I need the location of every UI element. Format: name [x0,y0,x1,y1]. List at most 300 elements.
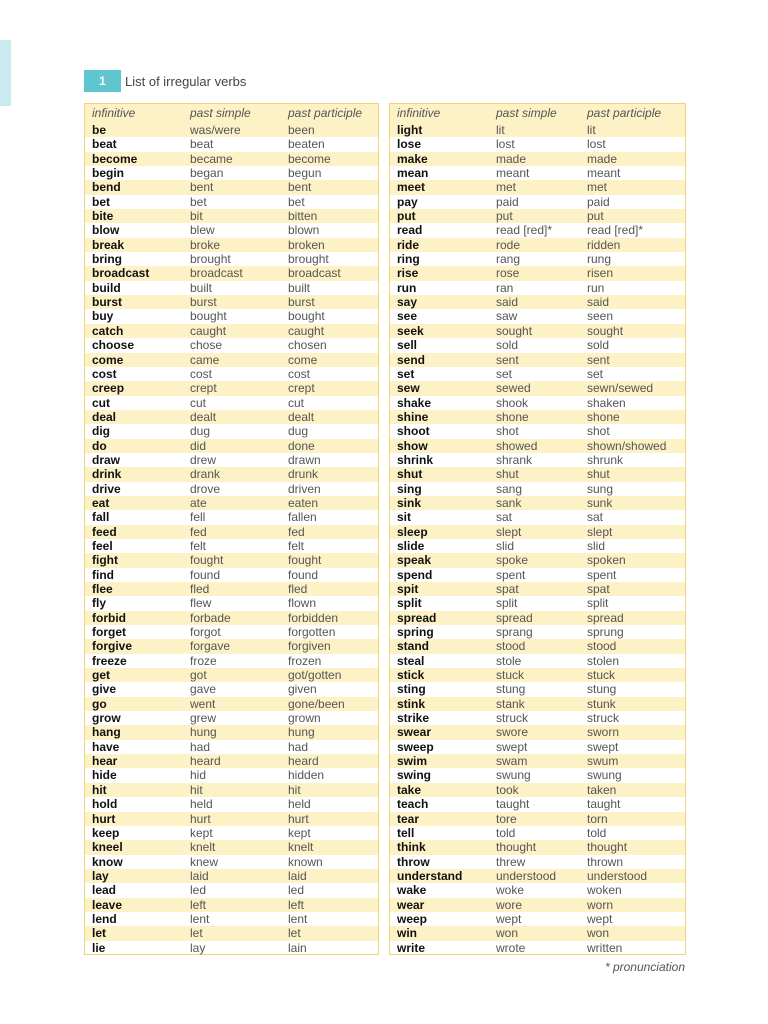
past-simple-cell: rang [496,252,521,267]
past-simple-cell: slept [496,524,522,539]
table-row [85,424,378,438]
infinitive-cell: wear [397,897,425,912]
past-participle-cell: left [288,897,305,912]
past-participle-cell: come [288,352,318,367]
table-row [85,180,378,194]
infinitive-cell: sit [397,510,412,525]
infinitive-cell: leave [92,897,123,912]
past-simple-cell: gave [190,682,217,697]
past-participle-cell: blown [288,223,320,238]
table-row [390,682,685,696]
table-row [390,510,685,524]
past-simple-cell: caught [190,323,227,338]
table-row [85,582,378,596]
past-participle-cell: fallen [288,510,317,525]
past-participle-cell: run [587,280,605,295]
table-row [85,510,378,524]
table-row [390,467,685,481]
table-row [85,596,378,610]
header-past-simple: past simple [190,106,251,120]
table-row [85,525,378,539]
table-row [390,266,685,280]
past-participle-cell: sunk [587,495,613,510]
table-row [85,926,378,940]
past-participle-cell: given [288,682,317,697]
table-row [85,898,378,912]
past-simple-cell: stole [496,653,522,668]
table-row [85,324,378,338]
table-row [85,496,378,510]
table-row [390,281,685,295]
page-edge-tab [0,40,11,106]
infinitive-cell: shrink [397,452,434,467]
past-simple-cell: shot [496,424,519,439]
table-row [85,338,378,352]
past-participle-cell: lit [587,123,596,137]
past-participle-cell: sewn/sewed [587,381,654,396]
past-participle-cell: felt [288,538,305,553]
infinitive-cell: kneel [92,840,123,855]
infinitive-cell: spit [397,582,419,596]
past-participle-cell: become [288,151,331,166]
past-participle-cell: beaten [288,137,325,152]
past-simple-cell: spat [496,582,519,596]
table-row [85,309,378,323]
table-row [85,797,378,811]
header-infinitive: infinitive [92,106,136,120]
table-row [85,238,378,252]
infinitive-cell: fly [92,596,107,611]
past-participle-cell: swept [587,739,619,754]
past-simple-cell: became [190,151,233,166]
past-participle-cell: knelt [288,840,314,855]
past-participle-cell: sprung [587,625,624,640]
infinitive-cell: strike [397,711,430,726]
past-simple-cell: set [496,366,513,381]
infinitive-cell: ring [397,252,420,267]
table-row [85,123,378,137]
table-row [85,137,378,151]
table-row [85,367,378,381]
past-participle-cell: stolen [587,653,620,668]
table-row [85,654,378,668]
table-row [390,525,685,539]
infinitive-cell: forgive [92,639,133,654]
header-infinitive: infinitive [397,106,441,120]
table-row [390,611,685,625]
infinitive-cell: bite [92,209,114,224]
section-heading [84,70,246,92]
past-simple-cell: got [190,668,207,683]
infinitive-cell: forget [92,625,126,640]
table-row [85,195,378,209]
past-participle-cell: held [288,797,311,812]
infinitive-cell: set [397,366,415,381]
past-participle-cell: had [288,739,309,754]
past-simple-cell: forgot [190,625,221,640]
section-number-badge: 1 [84,70,121,92]
table-row [85,625,378,639]
past-participle-cell: lain [288,940,307,955]
table-row [85,711,378,725]
table-row [85,668,378,682]
table-row [390,209,685,223]
past-participle-cell: told [587,825,607,840]
table-row [85,754,378,768]
infinitive-cell: bend [92,180,121,195]
table-row [85,453,378,467]
table-row [390,754,685,768]
infinitive-cell: broadcast [92,266,150,281]
past-simple-cell: made [496,151,527,166]
past-simple-cell: said [496,295,519,310]
infinitive-cell: bet [92,194,110,209]
past-simple-cell: ran [496,280,514,295]
past-simple-cell: met [496,180,517,195]
table-row [390,568,685,582]
infinitive-cell: blow [92,223,120,238]
past-participle-cell: hidden [288,768,325,783]
past-simple-cell: spread [496,610,533,625]
past-participle-cell: known [288,854,323,869]
past-participle-cell: struck [587,711,620,726]
table-row [85,639,378,653]
table-row [390,812,685,826]
infinitive-cell: break [92,237,125,252]
past-simple-cell: forgave [190,639,231,654]
table-row [390,697,685,711]
past-simple-cell: dug [190,424,211,439]
infinitive-cell: sting [397,682,426,697]
table-row [85,855,378,869]
past-simple-cell: held [190,797,213,812]
past-simple-cell: dealt [190,409,217,424]
footnote: * pronunciation [604,960,685,974]
infinitive-cell: understand [397,868,463,883]
table-row [390,783,685,797]
header-past-participle: past participle [587,106,662,120]
past-simple-cell: stood [496,639,526,654]
infinitive-cell: know [92,854,123,869]
past-participle-cell: lent [288,911,308,926]
table-row [85,467,378,481]
infinitive-cell: hang [92,725,121,740]
table-row [85,611,378,625]
infinitive-cell: stand [397,639,430,654]
infinitive-cell: cut [92,395,110,410]
past-simple-cell: rode [496,237,521,252]
header-past-participle: past participle [288,106,363,120]
infinitive-cell: flee [92,582,113,596]
infinitive-cell: think [397,840,426,855]
past-simple-cell: cut [190,395,207,410]
infinitive-cell: send [397,352,426,367]
past-participle-cell: forgiven [288,639,331,654]
past-participle-cell: sworn [587,725,620,740]
past-participle-cell: taught [587,797,621,812]
past-participle-cell: risen [587,266,614,281]
infinitive-cell: lose [397,137,422,152]
past-simple-cell: wrote [496,940,526,955]
table-row [85,869,378,883]
table-row [390,941,685,955]
past-simple-cell: fed [190,524,207,539]
past-simple-cell: sat [496,510,513,525]
past-simple-cell: sank [496,495,522,510]
infinitive-cell: read [397,223,423,238]
table-row [390,309,685,323]
infinitive-cell: buy [92,309,114,324]
past-participle-cell: hung [288,725,315,740]
infinitive-cell: rise [397,266,419,281]
past-simple-cell: was/were [190,123,241,137]
past-participle-cell: won [587,926,610,941]
infinitive-cell: lie [92,940,106,955]
past-simple-cell: hung [190,725,217,740]
table-row [85,725,378,739]
past-participle-cell: stung [587,682,617,697]
past-simple-cell: swept [496,739,528,754]
past-simple-cell: saw [496,309,518,324]
infinitive-cell: mean [397,166,429,181]
past-simple-cell: understood [496,868,557,883]
past-participle-cell: frozen [288,653,322,668]
past-simple-cell: rose [496,266,520,281]
past-simple-cell: drove [190,481,221,496]
table-row [390,453,685,467]
table-row [85,482,378,496]
past-simple-cell: sold [496,338,519,353]
past-simple-cell: sewed [496,381,531,396]
table-row [390,797,685,811]
infinitive-cell: choose [92,338,135,353]
infinitive-cell: let [92,926,107,941]
infinitive-cell: forbid [92,610,126,625]
infinitive-cell: write [397,940,426,955]
table-row [85,209,378,223]
infinitive-cell: weep [397,911,428,926]
table-row [390,180,685,194]
past-participle-cell: shrunk [587,452,624,467]
past-simple-cell: bought [190,309,227,324]
past-simple-cell: sprang [496,625,533,640]
table-row [390,711,685,725]
past-participle-cell: heard [288,754,319,769]
past-participle-cell: sent [587,352,610,367]
infinitive-cell: run [397,280,417,295]
infinitive-cell: tell [397,825,415,840]
infinitive-cell: steal [397,653,425,668]
infinitive-cell: creep [92,381,125,396]
past-participle-cell: dealt [288,409,315,424]
past-participle-cell: bet [288,194,305,209]
infinitive-cell: speak [397,553,432,568]
infinitive-cell: sweep [397,739,434,754]
infinitive-cell: feel [92,538,113,553]
table-row [85,768,378,782]
past-participle-cell: drawn [288,452,321,467]
past-participle-cell: burst [288,295,315,310]
past-simple-cell: shrank [496,452,533,467]
past-participle-cell: shone [587,409,620,424]
table-row [390,367,685,381]
past-simple-cell: swore [496,725,529,740]
infinitive-cell: spread [397,610,437,625]
infinitive-cell: sing [397,481,422,496]
past-participle-cell: spread [587,610,624,625]
past-participle-cell: sought [587,323,624,338]
infinitive-cell: be [92,123,107,137]
past-participle-cell: written [587,940,623,955]
table-row [390,353,685,367]
past-simple-cell: broadcast [190,266,243,281]
past-participle-cell: thought [587,840,628,855]
infinitive-cell: take [397,782,422,797]
past-participle-cell: done [288,438,315,453]
table-row [85,568,378,582]
table-row [390,582,685,596]
table-row [85,266,378,280]
table-row [390,539,685,553]
table-row [390,869,685,883]
past-participle-cell: let [288,926,301,941]
table-row [85,783,378,797]
past-simple-cell: shut [496,467,519,482]
past-participle-cell: stuck [587,668,616,683]
infinitive-cell: bring [92,252,122,267]
past-participle-cell: fed [288,524,305,539]
past-participle-cell: worn [587,897,614,912]
table-row [390,238,685,252]
infinitive-cell: ride [397,237,420,252]
table-row [390,496,685,510]
past-simple-cell: sought [496,323,533,338]
table-row [390,410,685,424]
infinitive-cell: hold [92,797,118,812]
past-simple-cell: taught [496,797,530,812]
infinitive-cell: hear [92,754,118,769]
past-simple-cell: fell [190,510,206,525]
past-participle-cell: cut [288,395,305,410]
past-simple-cell: bent [190,180,214,195]
past-participle-cell: led [288,883,305,898]
past-participle-cell: shown/showed [587,438,667,453]
table-row [390,553,685,567]
infinitive-cell: spring [397,625,434,640]
past-simple-cell: tore [496,811,517,826]
past-participle-cell: drunk [288,467,319,482]
past-simple-cell: hurt [190,811,211,826]
past-participle-cell: forbidden [288,610,339,625]
past-participle-cell: understood [587,868,648,883]
past-simple-cell: found [190,567,221,582]
past-simple-cell: woke [496,883,525,898]
past-participle-cell: shut [587,467,610,482]
past-simple-cell: led [190,883,207,898]
table-row [390,668,685,682]
past-simple-cell: sent [496,352,519,367]
past-participle-cell: flown [288,596,317,611]
past-participle-cell: torn [587,811,608,826]
infinitive-cell: light [397,123,423,137]
infinitive-cell: burst [92,295,122,310]
past-participle-cell: sold [587,338,610,353]
infinitive-cell: seek [397,323,424,338]
table-row [85,410,378,424]
past-participle-cell: broadcast [288,266,341,281]
infinitive-cell: shut [397,467,423,482]
infinitive-cell: shine [397,409,429,424]
infinitive-cell: sew [397,381,420,396]
table-row [390,840,685,854]
infinitive-cell: swing [397,768,432,783]
past-simple-cell: struck [496,711,529,726]
infinitive-cell: teach [397,797,429,812]
infinitive-cell: hurt [92,811,116,826]
past-participle-cell: ridden [587,237,621,252]
past-participle-cell: meant [587,166,621,181]
table-row [390,252,685,266]
past-participle-cell: thrown [587,854,624,869]
infinitive-cell: drive [92,481,121,496]
table-row [390,654,685,668]
past-participle-cell: broken [288,237,325,252]
past-simple-cell: lent [190,911,210,926]
infinitive-cell: hit [92,782,107,797]
infinitive-cell: swear [397,725,432,740]
past-participle-cell: slept [587,524,613,539]
past-simple-cell: laid [190,868,209,883]
past-simple-cell: shook [496,395,529,410]
past-simple-cell: wore [496,897,523,912]
past-participle-cell: laid [288,868,307,883]
infinitive-cell: dig [92,424,110,439]
past-simple-cell: crept [190,381,217,396]
past-simple-cell: let [190,926,203,941]
past-participle-cell: brought [288,252,329,267]
infinitive-cell: tear [397,811,420,826]
infinitive-cell: sleep [397,524,428,539]
past-simple-cell: thought [496,840,537,855]
table-row [85,553,378,567]
past-participle-cell: set [587,366,604,381]
past-simple-cell: bet [190,194,207,209]
past-participle-cell: dug [288,424,309,439]
table-row [85,281,378,295]
table-row [85,697,378,711]
past-simple-cell: sang [496,481,523,496]
past-simple-cell: lit [496,123,505,137]
past-simple-cell: spoke [496,553,529,568]
past-simple-cell: stank [496,696,525,711]
past-participle-cell: driven [288,481,321,496]
past-simple-cell: drew [190,452,217,467]
past-participle-cell: found [288,567,319,582]
past-simple-cell: broke [190,237,221,252]
infinitive-cell: lay [92,868,109,883]
table-row [390,482,685,496]
past-simple-cell: took [496,782,519,797]
past-participle-cell: slid [587,538,606,553]
infinitive-cell: see [397,309,418,324]
table-row [85,941,378,955]
past-participle-cell: sung [587,481,614,496]
past-simple-cell: told [496,825,516,840]
infinitive-cell: lend [92,911,117,926]
past-simple-cell: froze [190,653,217,668]
infinitive-cell: begin [92,166,124,181]
past-participle-cell: crept [288,381,315,396]
